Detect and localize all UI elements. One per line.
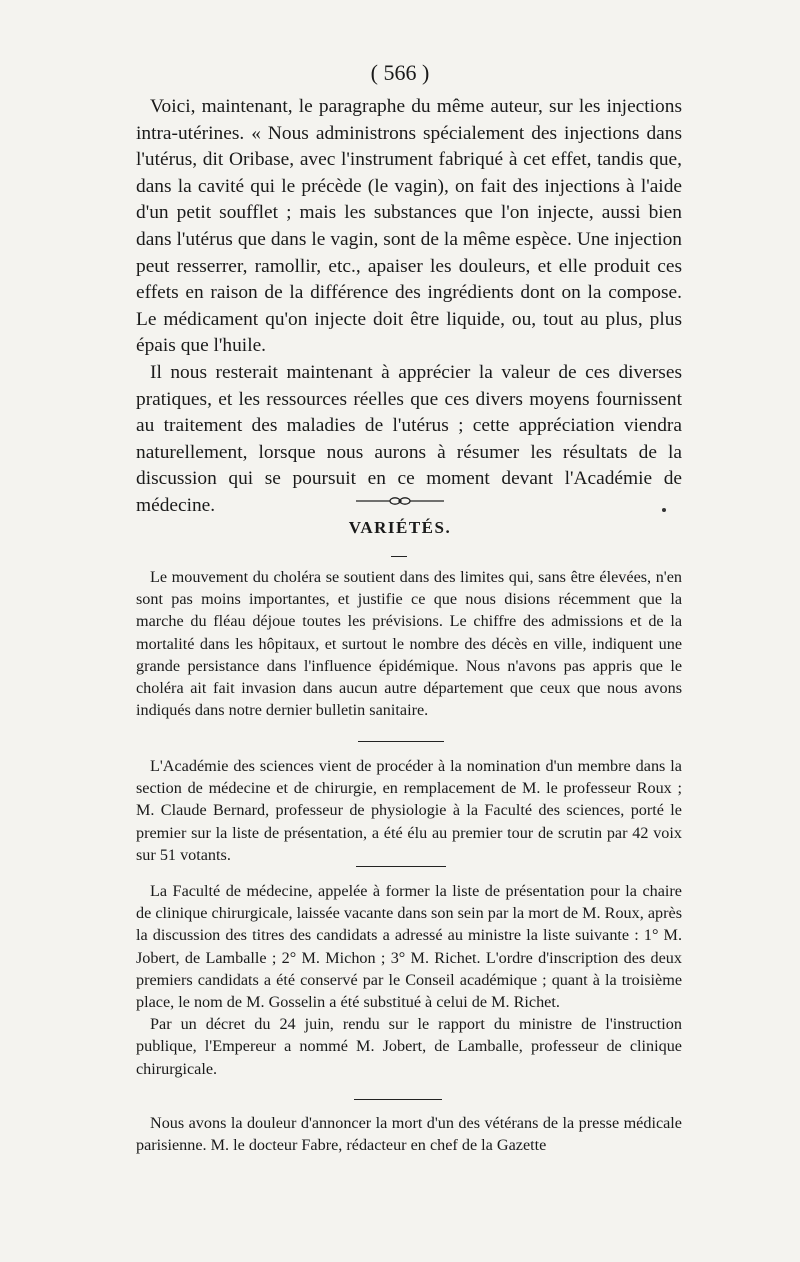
top-text-block <box>136 94 682 520</box>
news-item-academie: L'Académie des sciences vient de procéder à la nomination d'un membre dans la section de médecine et de chirurgie, en remplacement de M. le professeur Roux ; M. Claude Bernard, professeur de physiologie à la Faculté des sciences, porté le premier sur la liste de présentation, a été élu au premier tour de scrutin par 42 voix sur 51 votants. <box>136 757 682 864</box>
print-speck <box>662 508 666 512</box>
section-title: VARIÉTÉS. <box>348 518 452 537</box>
news-item-faculte-block <box>136 880 682 1080</box>
news-item-fabre-block <box>136 1112 682 1156</box>
news-item-decret: Par un décret du 24 juin, rendu sur le rapport du ministre de l'instruction publique, l'Empereur a nommé M. Jobert, de Lamballe, professeur de clinique chirurgicale. <box>136 1015 682 1078</box>
news-item-academie-block <box>136 755 682 866</box>
page-number: ( 566 ) <box>370 60 430 85</box>
paragraph-injections: Voici, maintenant, le paragraphe du même auteur, sur les injections intra-utérines. « Nous administrons spécialement des injections dans l'utérus, dit Oribase, avec l'instrument fabriqué à cet effet, tandis que, dans la cavité qui le précède (le vagin), on fait des injections à l'aide d'un petit soufflet ; mais les substances que l'on injecte, aussi bien dans l'utérus que dans le vagin, sont de la même espèce. Une injection peut resserrer, ramollir, etc., apaiser les douleurs, et elle produit ces effets en raison de la différence des ingrédients dont on la compose. Le médicament qu'on injecte doit être liquide, ou, tout au plus, plus épais que l'huile. <box>136 96 682 357</box>
news-item-fabre: Nous avons la douleur d'annoncer la mort d'un des vétérans de la presse médicale parisienne. M. le docteur Fabre, rédacteur en chef de la Gazette <box>136 1114 682 1155</box>
separator-rule <box>354 1099 442 1100</box>
separator-rule <box>358 741 444 742</box>
title-underline <box>391 556 407 557</box>
separator-rule <box>356 866 446 867</box>
news-item-cholera-block <box>136 566 682 721</box>
news-item-cholera: Le mouvement du choléra se soutient dans des limites qui, sans être élevées, n'en sont pas moins importantes, et justifie ce que nous disions récemment que la marche du fléau déjoue toutes les prévisions. Le chiffre des admissions et de la mortalité dans les hôpitaux, et surtout le nombre des décès en ville, indiquent une grande persistance dans l'influence épidémique. Nous n'avons pas appris que le choléra ait fait invasion dans aucun autre département que ceux que nous avons indiqués dans notre dernier bulletin sanitaire. <box>136 568 682 720</box>
news-item-faculte: La Faculté de médecine, appelée à former la liste de présentation pour la chaire de clinique chirurgicale, laissée vacante dans son sein par la mort de M. Roux, après la discussion des titres des candidats a adressé au ministre la liste suivante : 1° M. Jobert, de Lamballe ; 2° M. Michon ; 3° M. Richet. L'ordre d'inscription des deux premiers candidats a été conservé par le Conseil académique ; quant à la troisième place, le nom de M. Gosselin a été substitué à celui de M. Richet. <box>136 882 682 1012</box>
paragraph-appreciation: Il nous resterait maintenant à apprécier la valeur de ces diverses pratiques, et les ressources réelles que ces divers moyens fournissent au traitement des maladies de l'utérus ; cette appréciation viendra naturellement, lorsque nous aurons à résumer les résultats de la discussion qui se poursuit en ce moment devant l'Académie de médecine. <box>136 361 682 516</box>
ornament-divider-icon <box>356 496 444 506</box>
